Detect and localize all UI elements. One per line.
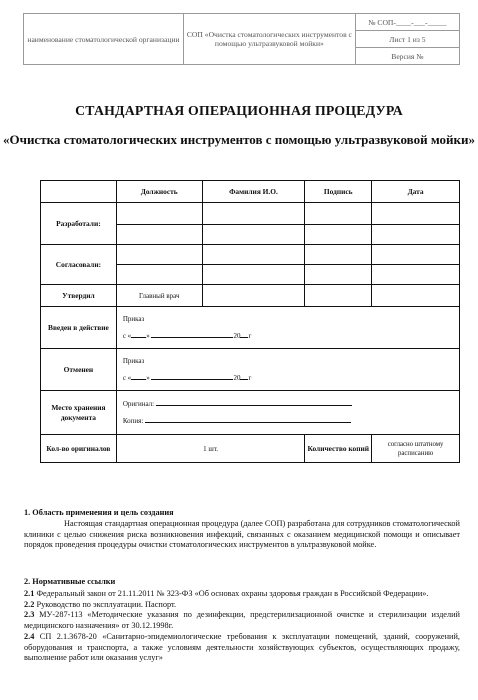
copies-count-value: согласно штатному расписанию bbox=[372, 435, 460, 463]
approved-position: Главный врач bbox=[116, 285, 202, 307]
list-item: 2.2 Руководство по эксплуатации. Паспорт. bbox=[24, 599, 177, 609]
copies-count-label: Количество копий bbox=[305, 435, 372, 463]
section1-heading: 1. Область применения и цель создания bbox=[24, 508, 174, 517]
copies-line: Копия: bbox=[123, 415, 457, 427]
cancelled-label: Отменен bbox=[41, 349, 117, 391]
list-item: 2.3 МУ-287-113 «Методические указания по дезинфекции, предстерилизационной очистке и стерилизации изделий медицинского назначения» от 30.12.1998г. bbox=[24, 610, 460, 631]
storage-values bbox=[116, 391, 459, 435]
col-signature: Подпись bbox=[305, 181, 372, 203]
introduced-order bbox=[116, 307, 459, 349]
col-name: Фамилия И.О. bbox=[202, 181, 305, 203]
org-name: наименование стоматологической организации bbox=[24, 14, 184, 65]
approved-label: Утвердил bbox=[41, 285, 117, 307]
originals-count: 1 шт. bbox=[116, 435, 304, 463]
originals-count-label: Кол-во оригиналов bbox=[41, 435, 117, 463]
document-title: СТАНДАРТНАЯ ОПЕРАЦИОННАЯ ПРОЦЕДУРА bbox=[75, 103, 403, 118]
original-line: Оригинал: bbox=[123, 398, 457, 410]
empty-cell bbox=[41, 181, 117, 203]
order-label: Приказ bbox=[122, 356, 145, 365]
cancelled-order bbox=[116, 349, 459, 391]
col-date: Дата bbox=[372, 181, 460, 203]
approval-table bbox=[40, 180, 460, 463]
sop-number: № СОП-____-___-_____ bbox=[355, 14, 459, 31]
document-header bbox=[23, 13, 460, 65]
list-item: 2.4 СП 2.1.3678-20 «Санитарно-эпидемиологические требования к эксплуатации помещений, зданий, сооружений, оборудования и транспорта, а также условиям деятельности хозяйствующих субъектов, осуществляющих продажу, выполнение работ или оказания услуг» bbox=[24, 631, 460, 663]
introduced-label: Введен в действие bbox=[41, 307, 117, 349]
cancelled-date: с « » 20 г bbox=[122, 373, 252, 382]
sheet-number: Лист 1 из 5 bbox=[355, 31, 459, 48]
section2-list bbox=[24, 589, 460, 664]
order-label: Приказ bbox=[122, 314, 145, 323]
section1-text: Настоящая стандартная операционная процедура (далее СОП) разработана для сотрудников стоматологической клиники с целью снижения риска возникновения инфекций, связанных с оказанием медицинской помощи и описывает порядок проведения процедуры очистки стоматологических инструментов в ультразвуковой мойке. bbox=[24, 519, 460, 550]
agreed-label: Согласовали: bbox=[41, 245, 117, 285]
list-item: 2.1 Федеральный закон от 21.11.2011 № 323-ФЗ «Об основах охраны здоровья граждан в Российской Федерации». bbox=[24, 589, 429, 598]
developed-label: Разработали: bbox=[41, 203, 117, 245]
section2-heading: 2. Нормативные ссылки bbox=[24, 577, 116, 586]
storage-label: Место хранения документа bbox=[41, 391, 117, 435]
document-subtitle: «Очистка стоматологических инструментов с помощью ультразвуковой мойки» bbox=[3, 132, 475, 147]
introduced-date: с « » 20 г bbox=[122, 331, 252, 340]
col-position: Должность bbox=[116, 181, 202, 203]
version: Версия № bbox=[355, 48, 459, 65]
sop-title-cell: СОП «Очистка стоматологических инструментов с помощью ультразвуковой мойки» bbox=[183, 14, 355, 65]
